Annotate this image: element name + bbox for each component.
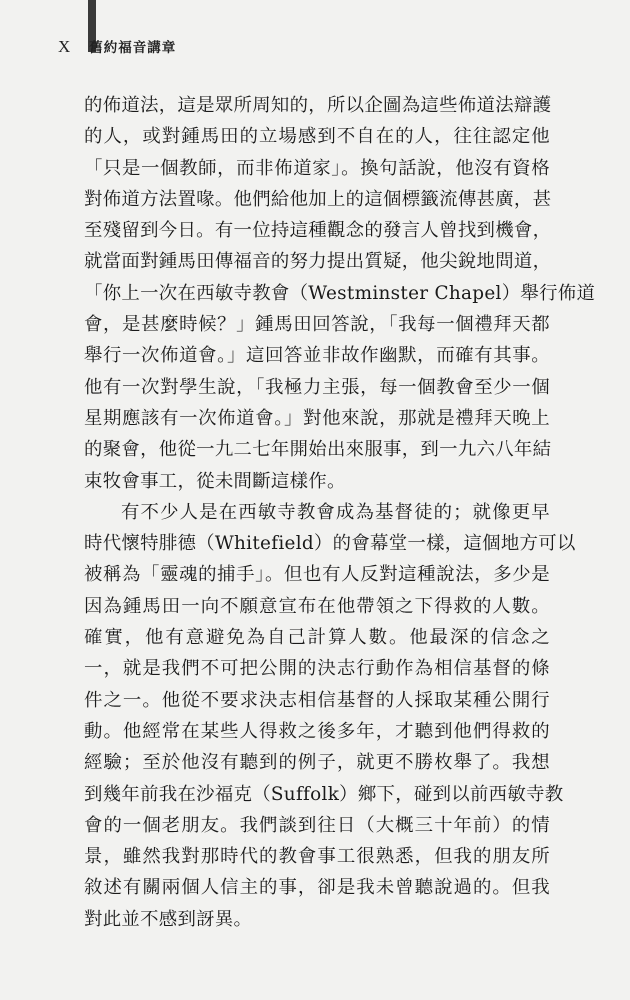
text-line: 對此並不感到訝異。: [84, 908, 253, 930]
text-line: 敘述有關兩個人信主的事，卻是我未曾聽說過的。但我: [84, 877, 550, 899]
text-line: 「你上一次在西敏寺教會（Westminster Chapel）舉行佈道: [84, 282, 596, 304]
text-line: 到幾年前我在沙福克（Suffolk）鄉下，碰到以前西敏寺教: [84, 783, 564, 805]
text-line: 星期應該有一次佈道會。」對他來說，那就是禮拜天晚上: [84, 407, 550, 429]
text-line: 件之一。他從不要求決志相信基督的人採取某種公開行: [84, 689, 550, 711]
text-line: 動。他經常在某些人得救之後多年，才聽到他們得救的: [84, 720, 550, 742]
text-line: 會，是甚麼時候？」鍾馬田回答說，「我每一個禮拜天都: [84, 314, 550, 336]
page-header: [58, 36, 176, 57]
text-line: 就當面對鍾馬田傳福音的努力提出質疑，他尖銳地問道，: [84, 251, 552, 273]
text-line: 確實，他有意避免為自己計算人數。他最深的信念之: [84, 627, 550, 649]
text-line: 經驗；至於他沒有聽到的例子，就更不勝枚舉了。我想: [84, 752, 550, 774]
text-line: 對佈道方法置喙。他們給他加上的這個標籤流傳甚廣，甚: [84, 188, 552, 210]
text-line: 「只是一個教師，而非佈道家」。換句話說，他沒有資格: [84, 157, 550, 179]
text-line: 被稱為「靈魂的捕手」。但也有人反對這種說法，多少是: [84, 564, 550, 586]
text-line: 舉行一次佈道會。」這回答並非故作幽默，而確有其事。: [84, 345, 550, 367]
text-line: 會的一個老朋友。我們談到往日（大概三十年前）的情: [84, 814, 550, 836]
text-line: 一，就是我們不可把公開的決志行動作為相信基督的條: [84, 658, 550, 680]
running-head-title: 舊約福音講章: [89, 40, 177, 56]
text-line: 至殘留到今日。有一位持這種觀念的發言人曾找到機會，: [84, 220, 552, 242]
text-line: 景，雖然我對那時代的教會事工很熟悉，但我的朋友所: [84, 846, 550, 868]
text-line: 因為鍾馬田一向不願意宣布在他帶領之下得救的人數。: [84, 595, 550, 617]
body-text: [84, 90, 596, 935]
text-line: 的聚會，他從一九二七年開始出來服事，到一九六八年結: [84, 439, 552, 461]
text-line: 的人，或對鍾馬田的立場感到不自在的人，往往認定他: [84, 126, 550, 148]
text-line: 有不少人是在西敏寺教會成為基督徒的；就像更早: [121, 501, 550, 523]
text-line: 束牧會事工，從未間斷這樣作。: [84, 470, 346, 492]
page-number: X: [58, 37, 72, 56]
text-line: 時代懷特腓德（Whitefield）的會幕堂一樣，這個地方可以: [84, 533, 576, 555]
text-line: 他有一次對學生說，「我極力主張，每一個教會至少一個: [84, 376, 550, 398]
text-line: 的佈道法，這是眾所周知的，所以企圖為這些佈道法辯護: [84, 95, 552, 116]
